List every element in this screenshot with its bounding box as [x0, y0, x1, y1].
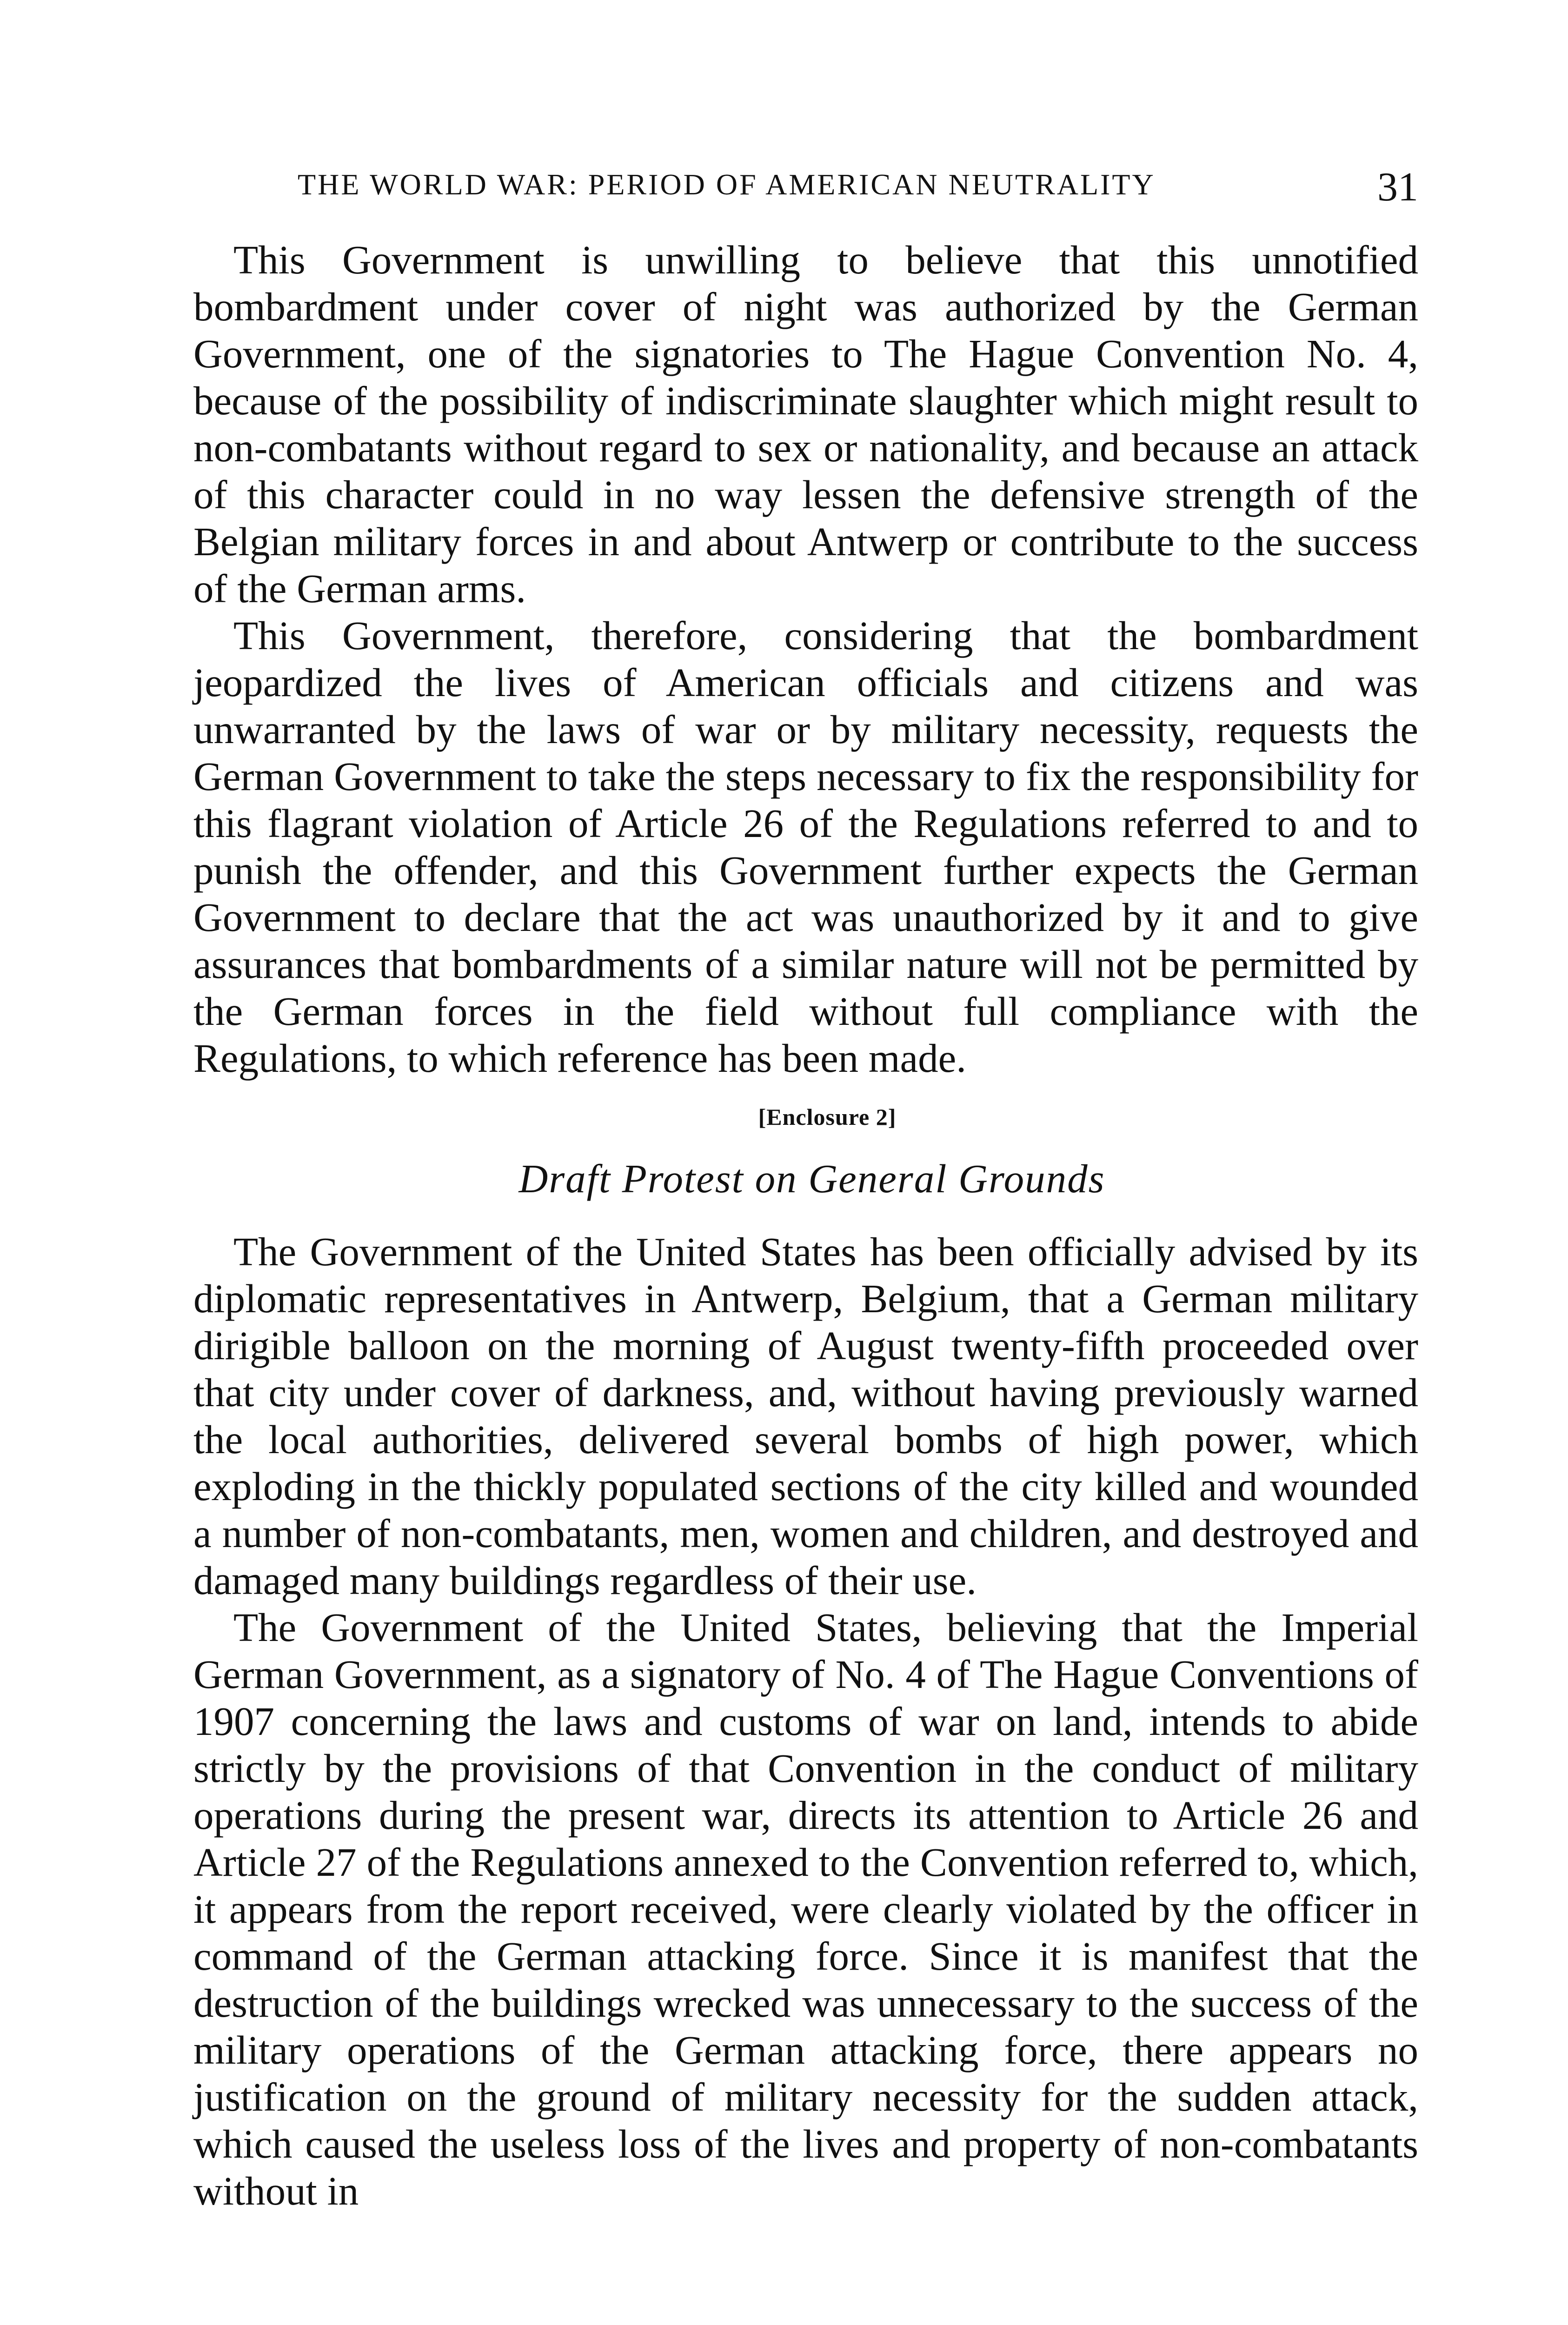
page-number: 31 [1377, 165, 1418, 210]
section-title: Draft Protest on General Grounds [518, 1156, 1105, 1201]
enclosure-label: [Enclosure 2] [758, 1104, 897, 1130]
body-text [193, 236, 1418, 2214]
running-header [298, 164, 1418, 219]
paragraph-official-advice: The Government of the United States has been officially advised by its diplomatic representatives in Antwerp, Belgium, that a German military dirigible balloon on the morning of August twenty-fifth proceeded over that city under cover of darkness, and, without having previously warned the local authorities, delivered several bombs of high power, which exploding in the thickly populated sections of the city killed and wounded a number of non-combatants, men, women and children, and destroyed and damaged many buildings regardless of their use. [193, 1229, 1418, 1603]
paragraph-hague-convention: The Government of the United States, believing that the Imperial German Government, as a signatory of No. 4 of The Hague Conventions of 1907 concerning the laws and customs of war on land, intends to abide strictly by the provisions of that Convention in the conduct of military operations during the present war, directs its attention to Article 26 and Article 27 of the Regulations annexed to the Convention referred to, which, it appears from the report received, were clearly violated by the officer in command of the German attacking force. Since it is manifest that the destruction of the buildings wrecked was unnecessary to the success of the military operations of the German attacking force, there appears no justification on the ground of military necessity for the sudden attack, which caused the useless loss of the lives and property of non-combatants without in [193, 1605, 1418, 2213]
running-title: THE WORLD WAR: PERIOD OF AMERICAN NEUTRALITY [298, 168, 1156, 201]
paragraph-request-responsibility: This Government, therefore, considering that the bombardment jeopardized the lives of American officials and citizens and was unwarranted by the laws of war or by military necessity, requests the German Government to take the steps necessary to fix the responsibility for this flagrant violation of Article 26 of the Regulations referred to and to punish the offender, and this Government further expects the German Government to declare that the act was unauthorized by it and to give assurances that bombardments of a similar nature will not be permitted by the German forces in the field without full compliance with the Regulations, to which reference has been made. [193, 613, 1418, 1081]
paragraph-unnotified-bombardment: This Government is unwilling to believe that this unnotified bombardment under cover of night was authorized by the German Government, one of the signatories to The Hague Convention No. 4, because of the possibility of indiscriminate slaughter which might result to non-combatants without regard to sex or nationality, and because an attack of this character could in no way lessen the defensive strength of the Belgian military forces in and about Antwerp or contribute to the success of the German arms. [193, 237, 1418, 611]
